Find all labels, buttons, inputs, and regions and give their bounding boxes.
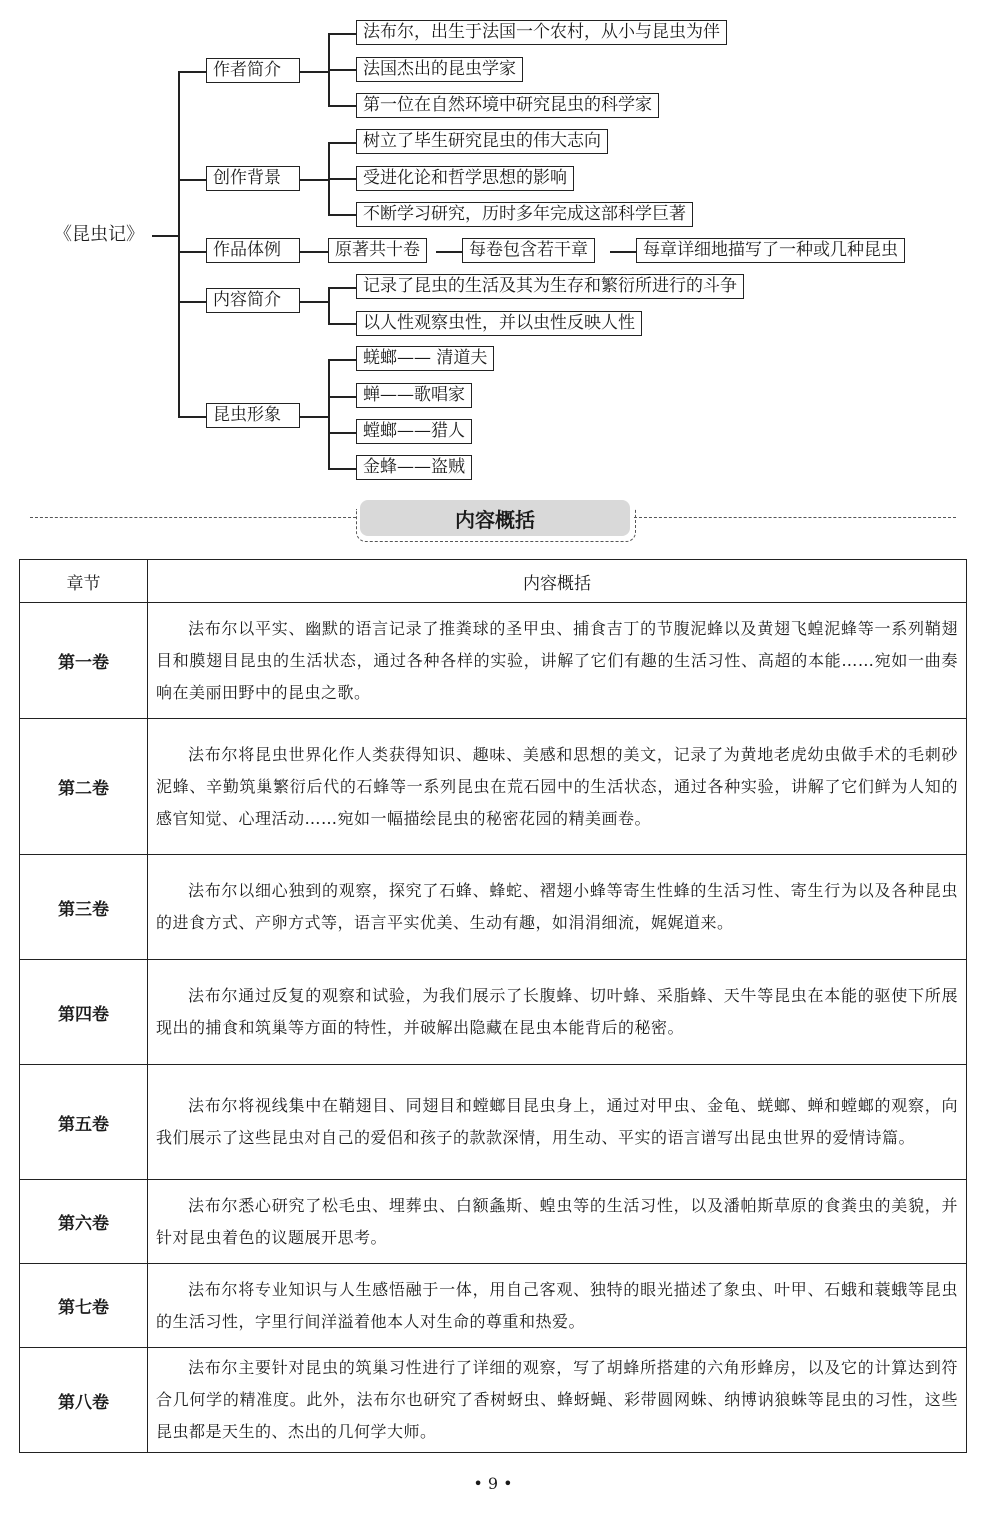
summary-text: 法布尔以平实、幽默的语言记录了推粪球的圣甲虫、捕食吉丁的节腹泥蜂以及黄翅飞蝗泥蜂等一系列鞘翅目和膜翅目昆虫的生活状态，通过各种各样的实验，讲解了它们有趣的生活习性、高超的本能……宛如一曲奏响在美丽田野中的昆虫之歌。 <box>156 618 958 702</box>
table-row <box>20 603 967 719</box>
connector <box>328 287 330 324</box>
connector <box>328 287 356 289</box>
connector <box>436 251 464 253</box>
connector <box>300 301 330 303</box>
leaf-author-3: 第一位在自然环境中研究昆虫的科学家 <box>356 93 659 118</box>
branch-content-intro: 内容简介 <box>206 288 300 313</box>
leaf-background-2: 受进化论和哲学思想的影响 <box>356 166 574 191</box>
connector <box>178 71 180 417</box>
connector <box>300 251 328 253</box>
leaf-content-1: 记录了昆虫的生活及其为生存和繁衍所进行的斗争 <box>356 274 744 299</box>
connector <box>300 416 330 418</box>
chapter-cell: 第六卷 <box>20 1180 148 1264</box>
leaf-background-3: 不断学习研究，历时多年完成这部科学巨著 <box>356 202 693 227</box>
table-row <box>20 960 967 1065</box>
divider <box>30 517 356 518</box>
chapter-cell: 第八卷 <box>20 1348 148 1453</box>
summary-cell <box>148 603 967 719</box>
connector <box>610 251 638 253</box>
branch-insect-images: 昆虫形象 <box>206 403 300 428</box>
summary-text: 法布尔将昆虫世界化作人类获得知识、趣味、美感和思想的美文，记录了为黄地老虎幼虫做手术的毛刺砂泥蜂、辛勤筑巢繁衍后代的石蜂等一系列昆虫在荒石园中的生活状态，通过各种实验，讲解了它们鲜为人知的感官知觉、心理活动……宛如一幅描绘昆虫的秘密花园的精美画卷。 <box>156 744 958 828</box>
table-row <box>20 1065 967 1180</box>
summary-text: 法布尔将视线集中在鞘翅目、同翅目和螳螂目昆虫身上，通过对甲虫、金龟、蜣螂、蝉和螳螂的观察，向我们展示了这些昆虫对自己的爱侣和孩子的款款深情，用生动、平实的语言谱写出昆虫世界的爱情诗篇。 <box>156 1096 958 1147</box>
table-header-row <box>20 560 967 603</box>
chain-structure-1: 原著共十卷 <box>328 238 427 263</box>
summary-table <box>19 559 967 1453</box>
summary-cell <box>148 1180 967 1264</box>
summary-text: 法布尔以细心独到的观察，探究了石蜂、蜂蛇、褶翅小蜂等寄生性蜂的生活习性、寄生行为以及各种昆虫的进食方式、产卵方式等，语言平实优美、生动有趣，如涓涓细流，娓娓道来。 <box>156 881 958 932</box>
summary-cell <box>148 1065 967 1180</box>
summary-text: 法布尔主要针对昆虫的筑巢习性进行了详细的观察，写了胡蜂所搭建的六角形蜂房，以及它的计算达到符合几何学的精准度。此外，法布尔也研究了香树蚜虫、蜂蚜蝇、彩带圆网蛛、纳博讷狼蛛等昆虫的习性，这些昆虫都是天生的、杰出的几何学大师。 <box>156 1358 958 1441</box>
leaf-background-1: 树立了毕生研究昆虫的伟大志向 <box>356 129 608 154</box>
connector <box>178 251 206 253</box>
leaf-author-2: 法国杰出的昆虫学家 <box>356 57 523 82</box>
mindmap-root: 《昆虫记》 <box>48 222 150 247</box>
chain-structure-3: 每章详细地描写了一种或几种昆虫 <box>636 238 905 263</box>
connector <box>152 235 180 237</box>
connector <box>178 416 206 418</box>
connector <box>178 301 206 303</box>
connector <box>300 71 330 73</box>
branch-structure: 作品体例 <box>206 238 300 263</box>
summary-cell <box>148 719 967 855</box>
summary-cell <box>148 1348 967 1453</box>
connector <box>328 359 330 469</box>
mind-map <box>0 0 986 495</box>
connector <box>328 105 356 107</box>
leaf-insect-3: 螳螂——猎人 <box>356 419 472 444</box>
branch-background: 创作背景 <box>206 166 300 191</box>
summary-cell <box>148 960 967 1065</box>
connector <box>328 396 356 398</box>
connector <box>178 179 206 181</box>
table-row <box>20 1348 967 1453</box>
section-heading <box>0 495 986 545</box>
divider <box>634 517 956 518</box>
chapter-cell: 第四卷 <box>20 960 148 1065</box>
chapter-cell: 第二卷 <box>20 719 148 855</box>
connector <box>328 178 356 180</box>
summary-text: 法布尔将专业知识与人生感悟融于一体，用自己客观、独特的眼光描述了象虫、叶甲、石蛾和蓑蛾等昆虫的生活习性，字里行间洋溢着他本人对生命的尊重和热爱。 <box>156 1279 958 1331</box>
column-header-summary: 内容概括 <box>148 560 967 603</box>
connector <box>328 214 356 216</box>
chapter-cell: 第七卷 <box>20 1264 148 1348</box>
leaf-author-1: 法布尔，出生于法国一个农村，从小与昆虫为伴 <box>356 20 727 45</box>
section-title: 内容概括 <box>360 500 630 536</box>
leaf-insect-2: 蝉——歌唱家 <box>356 383 472 408</box>
leaf-insect-1: 蜣螂—— 清道夫 <box>356 346 494 371</box>
column-header-chapter: 章节 <box>20 560 148 603</box>
connector <box>328 323 356 325</box>
chapter-cell: 第一卷 <box>20 603 148 719</box>
chapter-cell: 第三卷 <box>20 855 148 960</box>
summary-cell <box>148 855 967 960</box>
connector <box>328 69 356 71</box>
table-row <box>20 719 967 855</box>
chapter-cell: 第五卷 <box>20 1065 148 1180</box>
summary-text: 法布尔通过反复的观察和试验，为我们展示了长腹蜂、切叶蜂、采脂蜂、天牛等昆虫在本能的驱使下所展现出的捕食和筑巢等方面的特性，并破解出隐藏在昆虫本能背后的秘密。 <box>156 986 958 1037</box>
summary-cell <box>148 1264 967 1348</box>
table-row <box>20 1180 967 1264</box>
connector <box>328 468 356 470</box>
connector <box>328 432 356 434</box>
table-row <box>20 1264 967 1348</box>
connector <box>300 179 330 181</box>
connector <box>178 71 206 73</box>
page-number: • 9 • <box>473 1474 513 1493</box>
leaf-insect-4: 金蜂——盗贼 <box>356 455 472 480</box>
table-row <box>20 855 967 960</box>
leaf-content-2: 以人性观察虫性，并以虫性反映人性 <box>356 311 642 336</box>
chain-structure-2: 每卷包含若干章 <box>462 238 595 263</box>
connector <box>328 359 356 361</box>
connector <box>328 33 356 35</box>
connector <box>328 142 356 144</box>
summary-text: 法布尔悉心研究了松毛虫、埋葬虫、白额螽斯、蝗虫等的生活习性，以及潘帕斯草原的食粪虫的美貌，并针对昆虫着色的议题展开思考。 <box>156 1195 958 1247</box>
branch-author-intro: 作者简介 <box>206 58 300 83</box>
